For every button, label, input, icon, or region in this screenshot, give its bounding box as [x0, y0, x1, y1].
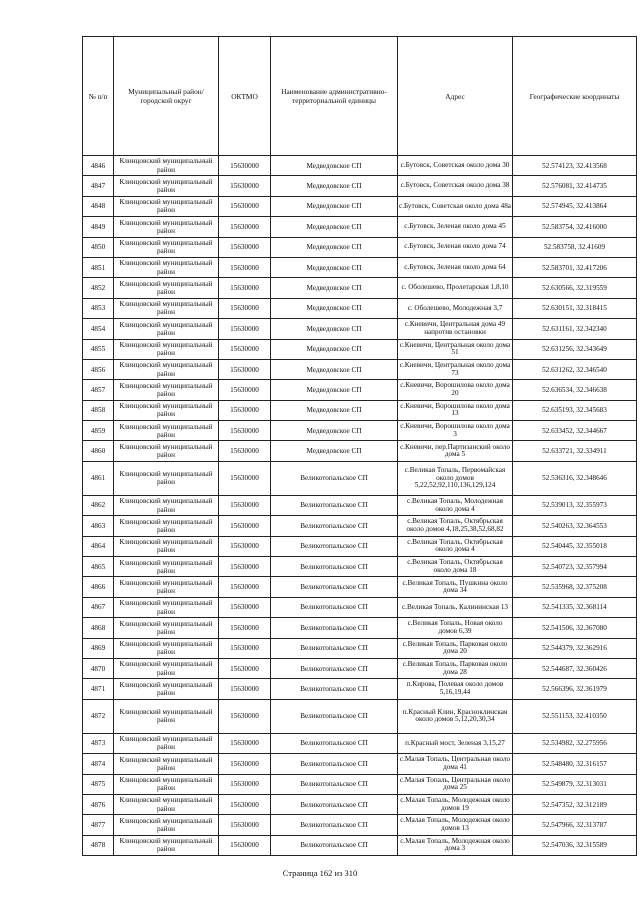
address-cell: с.Бутовск, Зеленая около дома 74	[398, 237, 513, 257]
municipality-cell: Клинцовский муниципальный район	[114, 319, 219, 339]
coords-cell: 52.630151, 32.318415	[513, 298, 637, 318]
table-row	[83, 156, 637, 176]
coords-cell: 52.549879, 32.313031	[513, 774, 637, 794]
coords-cell: 52.544379, 32.362916	[513, 638, 637, 658]
oktmo-cell: 15630000	[219, 339, 271, 359]
coords-cell: 52.547352, 32.312189	[513, 794, 637, 814]
table-row	[83, 754, 637, 774]
header-admin-unit: Наименование административно-территориальной единицы	[271, 37, 398, 156]
admin-unit-cell: Великотопальское СП	[271, 774, 398, 794]
row-number: 4850	[83, 237, 114, 257]
municipality-cell: Клинцовский муниципальный район	[114, 298, 219, 318]
coords-cell: 52.540263, 32.364553	[513, 516, 637, 536]
header-coords: Географические координаты	[513, 37, 637, 156]
header-municipality: Муниципальный район/городской округ	[114, 37, 219, 156]
coords-cell: 52.540445, 32.355018	[513, 536, 637, 556]
oktmo-cell: 15630000	[219, 794, 271, 814]
municipality-cell: Клинцовский муниципальный район	[114, 618, 219, 638]
coords-cell: 52.636534, 32.346638	[513, 380, 637, 400]
municipality-cell: Клинцовский муниципальный район	[114, 495, 219, 515]
coords-cell: 52.548480, 32.316157	[513, 754, 637, 774]
municipality-cell: Клинцовский муниципальный район	[114, 794, 219, 814]
row-number: 4864	[83, 536, 114, 556]
oktmo-cell: 15630000	[219, 156, 271, 176]
table-row	[83, 835, 637, 855]
table-row	[83, 257, 637, 277]
address-cell: с.Бутовск, Советская около дома 38	[398, 176, 513, 196]
address-cell: п.Красный мост, Зеленая 3,15,27	[398, 733, 513, 753]
oktmo-cell: 15630000	[219, 176, 271, 196]
municipality-cell: Клинцовский муниципальный район	[114, 754, 219, 774]
municipality-cell: Клинцовский муниципальный район	[114, 257, 219, 277]
coords-cell: 52.535968, 32.375208	[513, 577, 637, 597]
table-row	[83, 699, 637, 733]
municipality-cell: Клинцовский муниципальный район	[114, 638, 219, 658]
coords-cell: 52.576081, 32.414735	[513, 176, 637, 196]
coords-cell: 52.541506, 32.367080	[513, 618, 637, 638]
municipality-cell: Клинцовский муниципальный район	[114, 421, 219, 441]
oktmo-cell: 15630000	[219, 298, 271, 318]
admin-unit-cell: Великотопальское СП	[271, 557, 398, 577]
address-cell: с.Малая Топаль, Центральная около дома 41	[398, 754, 513, 774]
admin-unit-cell: Великотопальское СП	[271, 618, 398, 638]
row-number: 4846	[83, 156, 114, 176]
admin-unit-cell: Медведовское СП	[271, 217, 398, 237]
oktmo-cell: 15630000	[219, 359, 271, 379]
coords-cell: 52.539013, 32.355973	[513, 495, 637, 515]
table-row	[83, 679, 637, 699]
address-cell: с.Великая Топаль, Пушкина около дома 34	[398, 577, 513, 597]
table-row	[83, 536, 637, 556]
row-number: 4875	[83, 774, 114, 794]
municipality-cell: Клинцовский муниципальный район	[114, 339, 219, 359]
address-cell: с.Кневичи, Ворошилова около дома 20	[398, 380, 513, 400]
row-number: 4866	[83, 577, 114, 597]
row-number: 4868	[83, 618, 114, 638]
table-row	[83, 359, 637, 379]
oktmo-cell: 15630000	[219, 679, 271, 699]
header-oktmo: ОКТМО	[219, 37, 271, 156]
address-cell: с.Бутовск, Советская около дома 30	[398, 156, 513, 176]
municipality-cell: Клинцовский муниципальный район	[114, 679, 219, 699]
coords-cell: 52.633452, 32.344667	[513, 421, 637, 441]
coords-cell: 52.631256, 32.343649	[513, 339, 637, 359]
row-number: 4862	[83, 495, 114, 515]
address-cell: с.Малая Топаль, Молодежная около домов 19	[398, 794, 513, 814]
municipality-cell: Клинцовский муниципальный район	[114, 176, 219, 196]
municipality-cell: Клинцовский муниципальный район	[114, 237, 219, 257]
oktmo-cell: 15630000	[219, 536, 271, 556]
admin-unit-cell: Медведовское СП	[271, 278, 398, 298]
oktmo-cell: 15630000	[219, 237, 271, 257]
admin-unit-cell: Великотопальское СП	[271, 699, 398, 733]
address-cell: с.Великая Топаль, Первомайская около домов 5,22,52,92,110,136,129,124	[398, 461, 513, 495]
oktmo-cell: 15630000	[219, 754, 271, 774]
table-header	[83, 37, 637, 156]
address-cell: с.Бутовск, Зеленая около дома 45	[398, 217, 513, 237]
coords-cell: 52.631161, 32.342340	[513, 319, 637, 339]
header-address: Адрес	[398, 37, 513, 156]
oktmo-cell: 15630000	[219, 597, 271, 617]
row-number: 4878	[83, 835, 114, 855]
address-cell: с.Малая Топаль, Молодежная около дома 3	[398, 835, 513, 855]
address-cell: с.Бутовск, Зеленая около дома 64	[398, 257, 513, 277]
table-row	[83, 217, 637, 237]
oktmo-cell: 15630000	[219, 699, 271, 733]
municipality-cell: Клинцовский муниципальный район	[114, 577, 219, 597]
municipality-cell: Клинцовский муниципальный район	[114, 516, 219, 536]
row-number: 4851	[83, 257, 114, 277]
coords-cell: 52.583754, 32.416000	[513, 217, 637, 237]
row-number: 4859	[83, 421, 114, 441]
municipality-cell: Клинцовский муниципальный район	[114, 815, 219, 835]
admin-unit-cell: Великотопальское СП	[271, 495, 398, 515]
address-cell: с.Малая Топаль, Молодежная около домов 13	[398, 815, 513, 835]
admin-unit-cell: Медведовское СП	[271, 176, 398, 196]
admin-unit-cell: Медведовское СП	[271, 339, 398, 359]
coords-cell: 52.633721, 32.334911	[513, 441, 637, 461]
oktmo-cell: 15630000	[219, 196, 271, 216]
row-number: 4863	[83, 516, 114, 536]
admin-unit-cell: Медведовское СП	[271, 257, 398, 277]
table-row	[83, 658, 637, 678]
oktmo-cell: 15630000	[219, 495, 271, 515]
table-row	[83, 196, 637, 216]
coords-cell: 52.547036, 32.315589	[513, 835, 637, 855]
municipality-cell: Клинцовский муниципальный район	[114, 774, 219, 794]
admin-unit-cell: Великотопальское СП	[271, 679, 398, 699]
address-cell: с.Малая Топаль, Центральная около дома 25	[398, 774, 513, 794]
admin-unit-cell: Медведовское СП	[271, 156, 398, 176]
address-cell: с.Кневичи, Ворошилова около дома 3	[398, 421, 513, 441]
coords-cell: 52.551153, 32.410350	[513, 699, 637, 733]
admin-unit-cell: Великотопальское СП	[271, 658, 398, 678]
page-footer: Страница 162 из 310	[282, 868, 358, 878]
address-cell: с.Кневичи, Ворошилова около дома 13	[398, 400, 513, 420]
address-cell: с.Великая Топаль, Октябрьская около дома 18	[398, 557, 513, 577]
municipality-cell: Клинцовский муниципальный район	[114, 359, 219, 379]
row-number: 4874	[83, 754, 114, 774]
admin-unit-cell: Великотопальское СП	[271, 733, 398, 753]
municipality-cell: Клинцовский муниципальный район	[114, 597, 219, 617]
municipality-cell: Клинцовский муниципальный район	[114, 699, 219, 733]
oktmo-cell: 15630000	[219, 461, 271, 495]
row-number: 4872	[83, 699, 114, 733]
row-number: 4847	[83, 176, 114, 196]
municipality-cell: Клинцовский муниципальный район	[114, 380, 219, 400]
row-number: 4860	[83, 441, 114, 461]
coords-cell: 52.541335, 32.368114	[513, 597, 637, 617]
coords-cell: 52.583758, 32.41609	[513, 237, 637, 257]
coords-cell: 52.536316, 32.348646	[513, 461, 637, 495]
oktmo-cell: 15630000	[219, 733, 271, 753]
coords-cell: 52.574945, 32.413864	[513, 196, 637, 216]
address-cell: с.Великая Топаль, Молодежная около дома 4	[398, 495, 513, 515]
table-row	[83, 176, 637, 196]
table-row	[83, 278, 637, 298]
oktmo-cell: 15630000	[219, 421, 271, 441]
coords-cell: 52.635193, 32.345683	[513, 400, 637, 420]
oktmo-cell: 15630000	[219, 577, 271, 597]
admin-unit-cell: Великотопальское СП	[271, 461, 398, 495]
row-number: 4852	[83, 278, 114, 298]
municipality-cell: Клинцовский муниципальный район	[114, 196, 219, 216]
admin-unit-cell: Медведовское СП	[271, 319, 398, 339]
admin-unit-cell: Великотопальское СП	[271, 815, 398, 835]
admin-unit-cell: Великотопальское СП	[271, 536, 398, 556]
data-table	[82, 36, 637, 856]
table-row	[83, 815, 637, 835]
row-number: 4871	[83, 679, 114, 699]
municipality-cell: Клинцовский муниципальный район	[114, 217, 219, 237]
oktmo-cell: 15630000	[219, 658, 271, 678]
table-row	[83, 597, 637, 617]
admin-unit-cell: Великотопальское СП	[271, 638, 398, 658]
address-cell: с.Великая Топаль, Парковая около дома 20	[398, 638, 513, 658]
municipality-cell: Клинцовский муниципальный район	[114, 658, 219, 678]
row-number: 4867	[83, 597, 114, 617]
address-cell: с. Оболешево, Пролетарская 1,8,10	[398, 278, 513, 298]
address-cell: с.Великая Топаль, Октябрьская около дома 4	[398, 536, 513, 556]
municipality-cell: Клинцовский муниципальный район	[114, 400, 219, 420]
coords-cell: 52.540723, 32.357994	[513, 557, 637, 577]
admin-unit-cell: Великотопальское СП	[271, 754, 398, 774]
oktmo-cell: 15630000	[219, 441, 271, 461]
admin-unit-cell: Великотопальское СП	[271, 835, 398, 855]
table-row	[83, 638, 637, 658]
municipality-cell: Клинцовский муниципальный район	[114, 536, 219, 556]
admin-unit-cell: Медведовское СП	[271, 196, 398, 216]
oktmo-cell: 15630000	[219, 516, 271, 536]
table-row	[83, 618, 637, 638]
admin-unit-cell: Медведовское СП	[271, 421, 398, 441]
table-body	[83, 156, 637, 856]
address-cell: п.Кирова, Полевая около домов 5,16,19,44	[398, 679, 513, 699]
admin-unit-cell: Великотопальское СП	[271, 577, 398, 597]
address-cell: с.Великая Топаль, Новая около домов 6,39	[398, 618, 513, 638]
oktmo-cell: 15630000	[219, 618, 271, 638]
admin-unit-cell: Медведовское СП	[271, 380, 398, 400]
row-number: 4865	[83, 557, 114, 577]
table-row	[83, 441, 637, 461]
row-number: 4857	[83, 380, 114, 400]
row-number: 4858	[83, 400, 114, 420]
admin-unit-cell: Великотопальское СП	[271, 516, 398, 536]
address-cell: с.Кневичи, Центральная около дома 73	[398, 359, 513, 379]
table-row	[83, 577, 637, 597]
oktmo-cell: 15630000	[219, 835, 271, 855]
admin-unit-cell: Медведовское СП	[271, 441, 398, 461]
oktmo-cell: 15630000	[219, 815, 271, 835]
table-row	[83, 421, 637, 441]
table-row	[83, 298, 637, 318]
row-number: 4856	[83, 359, 114, 379]
table-row	[83, 516, 637, 536]
table-row	[83, 794, 637, 814]
oktmo-cell: 15630000	[219, 638, 271, 658]
municipality-cell: Клинцовский муниципальный район	[114, 557, 219, 577]
coords-cell: 52.583701, 32.417206	[513, 257, 637, 277]
address-cell: с.Бутовск, Советская около дома 48а	[398, 196, 513, 216]
coords-cell: 52.534982, 32.275956	[513, 733, 637, 753]
municipality-cell: Клинцовский муниципальный район	[114, 461, 219, 495]
address-cell: с.Кневичи, пер.Партизанский около дома 5	[398, 441, 513, 461]
address-cell: с.Великая Топаль, Калининская 13	[398, 597, 513, 617]
row-number: 4876	[83, 794, 114, 814]
table-row	[83, 400, 637, 420]
admin-unit-cell: Медведовское СП	[271, 359, 398, 379]
table-row	[83, 319, 637, 339]
address-cell: с.Кневичи, Центральная около дома 51	[398, 339, 513, 359]
oktmo-cell: 15630000	[219, 217, 271, 237]
coords-cell: 52.547966, 32.313787	[513, 815, 637, 835]
coords-cell: 52.544687, 32.360426	[513, 658, 637, 678]
municipality-cell: Клинцовский муниципальный район	[114, 278, 219, 298]
municipality-cell: Клинцовский муниципальный район	[114, 441, 219, 461]
coords-cell: 52.631262, 32.346540	[513, 359, 637, 379]
oktmo-cell: 15630000	[219, 400, 271, 420]
admin-unit-cell: Великотопальское СП	[271, 794, 398, 814]
oktmo-cell: 15630000	[219, 380, 271, 400]
oktmo-cell: 15630000	[219, 774, 271, 794]
row-number: 4877	[83, 815, 114, 835]
row-number: 4869	[83, 638, 114, 658]
address-cell: с.Кневичи, Центральная дома 49 напротив остановки	[398, 319, 513, 339]
table-row	[83, 237, 637, 257]
address-cell: п.Красный Клин, Красноклинская около домов 5,12,20,30,34	[398, 699, 513, 733]
admin-unit-cell: Медведовское СП	[271, 400, 398, 420]
row-number: 4870	[83, 658, 114, 678]
table-row	[83, 461, 637, 495]
row-number: 4848	[83, 196, 114, 216]
header-num: № п/п	[83, 37, 114, 156]
admin-unit-cell: Медведовское СП	[271, 237, 398, 257]
row-number: 4873	[83, 733, 114, 753]
table-row	[83, 495, 637, 515]
admin-unit-cell: Великотопальское СП	[271, 597, 398, 617]
oktmo-cell: 15630000	[219, 278, 271, 298]
address-cell: с. Оболешево, Молодежная 3,7	[398, 298, 513, 318]
row-number: 4861	[83, 461, 114, 495]
municipality-cell: Клинцовский муниципальный район	[114, 733, 219, 753]
table-row	[83, 339, 637, 359]
oktmo-cell: 15630000	[219, 319, 271, 339]
row-number: 4854	[83, 319, 114, 339]
table-row	[83, 774, 637, 794]
coords-cell: 52.574123, 32.413568	[513, 156, 637, 176]
oktmo-cell: 15630000	[219, 257, 271, 277]
coords-cell: 52.630566, 32.319559	[513, 278, 637, 298]
municipality-cell: Клинцовский муниципальный район	[114, 156, 219, 176]
coords-cell: 52.566396, 32.361979	[513, 679, 637, 699]
municipality-cell: Клинцовский муниципальный район	[114, 835, 219, 855]
row-number: 4853	[83, 298, 114, 318]
address-cell: с.Великая Топаль, Парковая около дома 28	[398, 658, 513, 678]
table-row	[83, 557, 637, 577]
row-number: 4855	[83, 339, 114, 359]
oktmo-cell: 15630000	[219, 557, 271, 577]
admin-unit-cell: Медведовское СП	[271, 298, 398, 318]
row-number: 4849	[83, 217, 114, 237]
table-row	[83, 733, 637, 753]
address-cell: с.Великая Топаль, Октябрьская около домов 4,18,25,38,52,68,82	[398, 516, 513, 536]
table-row	[83, 380, 637, 400]
